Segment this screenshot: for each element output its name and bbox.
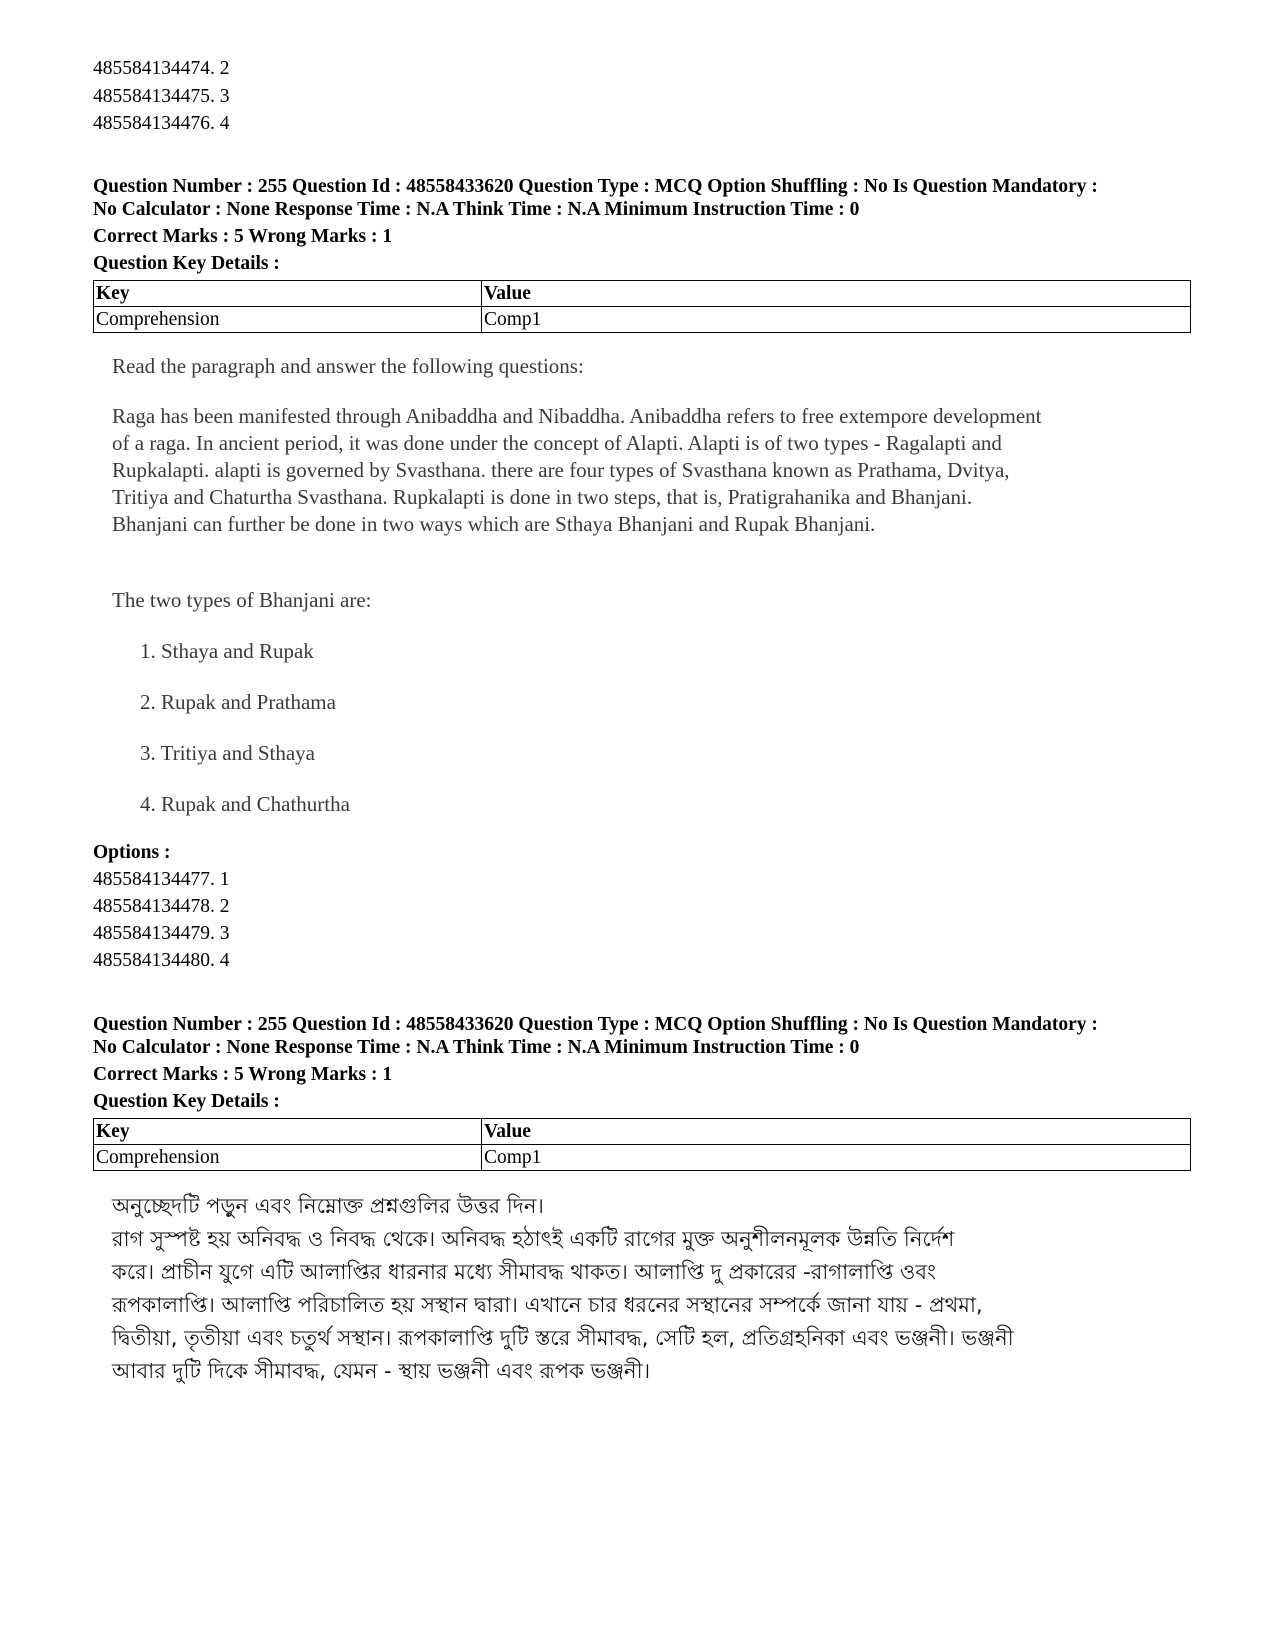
bengali-line: দ্বিতীয়া, তৃতীয়া এবং চতুর্থ সস্থান। রূপকালাপ্তি দুটি স্তরে সীমাবদ্ধ, সেটি হল, প্রতিগ্রহনিকা এবং ভঞ্জনী। ভঞ্জনী [112,1326,1014,1350]
option-item: 485584134480. 4 [93,950,230,971]
table-cell-key: Comprehension [94,1145,482,1171]
passage-line: of a raga. In ancient period, it was done under the concept of Alapti. Alapti is of two types - Ragalapti and [112,431,1002,455]
key-details-table [93,1118,1191,1171]
key-details-label: Question Key Details : [93,1091,280,1112]
options-label: Options : [93,842,171,863]
choice-item: 1. Sthaya and Rupak [140,639,314,663]
table-row [94,307,1191,333]
table-cell-key: Comprehension [94,307,482,333]
key-details-table [93,280,1191,333]
option-item: 485584134475. 3 [93,86,230,107]
instruction-text: Read the paragraph and answer the following questions: [112,354,584,378]
passage-line: Rupkalapti. alapti is governed by Svasthana. there are four types of Svasthana known as Prathama, Dvitya, [112,458,1010,482]
option-item: 485584134477. 1 [93,869,230,890]
passage-paragraph [112,403,1167,538]
question-meta-line: No Calculator : None Response Time : N.A Think Time : N.A Minimum Instruction Time : 0 [93,199,860,220]
table-header-value: Value [482,1119,1191,1145]
table-header-key: Key [94,1119,482,1145]
question-meta-line: No Calculator : None Response Time : N.A Think Time : N.A Minimum Instruction Time : 0 [93,1037,860,1058]
bengali-line: রূপকালাপ্তি। আলাপ্তি পরিচালিত হয় সস্থান দ্বারা। এখানে চার ধরনের সস্থানের সম্পর্কে জানা যায় - প্রথমা, [112,1293,983,1317]
passage-line: Bhanjani can further be done in two ways which are Sthaya Bhanjani and Rupak Bhanjani. [112,512,876,536]
bengali-line: আবার দুটি দিকে সীমাবদ্ধ, যেমন - স্থায় ভঞ্জনী এবং রূপক ভঞ্জনী। [112,1359,651,1383]
table-header-value: Value [482,281,1191,307]
option-item: 485584134479. 3 [93,923,230,944]
key-details-label: Question Key Details : [93,253,280,274]
marks-line: Correct Marks : 5 Wrong Marks : 1 [93,1064,393,1085]
option-item: 485584134476. 4 [93,113,230,134]
question-image-english [112,354,1172,824]
choice-item: 2. Rupak and Prathama [140,690,336,714]
bengali-line: অনুচ্ছেদটি পড়ুন এবং নিম্নোক্ত প্রশ্নগুলির উত্তর দিন। [112,1194,544,1218]
option-item: 485584134474. 2 [93,58,230,79]
table-cell-value: Comp1 [482,1145,1191,1171]
table-row [94,1145,1191,1171]
option-item: 485584134478. 2 [93,896,230,917]
table-cell-value: Comp1 [482,307,1191,333]
passage-line: Tritiya and Chaturtha Svasthana. Rupkalapti is done in two steps, that is, Pratigrahanika and Bhanjani. [112,485,973,509]
table-header-key: Key [94,281,482,307]
question-meta-line: Question Number : 255 Question Id : 48558433620 Question Type : MCQ Option Shuffling : No Is Question Mandatory : [93,176,1098,197]
bengali-line: রাগ সুস্পষ্ট হয় অনিবদ্ধ ও নিবদ্ধ থেকে। অনিবদ্ধ হঠাৎই একটি রাগের মুক্ত অনুশীলনমূলক উন্নতি নির্দেশ [112,1227,955,1251]
passage-line: Raga has been manifested through Anibaddha and Nibaddha. Anibaddha refers to free extempore development [112,404,1042,428]
table-header-row [94,281,1191,307]
table-header-row [94,1119,1191,1145]
choice-item: 4. Rupak and Chathurtha [140,792,350,816]
question-text: The two types of Bhanjani are: [112,588,372,612]
choice-item: 3. Tritiya and Sthaya [140,741,316,765]
marks-line: Correct Marks : 5 Wrong Marks : 1 [93,226,393,247]
question-image-bengali [112,1190,1172,1388]
question-meta-line: Question Number : 255 Question Id : 48558433620 Question Type : MCQ Option Shuffling : No Is Question Mandatory : [93,1014,1098,1035]
bengali-line: করে। প্রাচীন যুগে এটি আলাপ্তির ধারনার মধ্যে সীমাবদ্ধ থাকত। আলাপ্তি দু প্রকারের -রাগালাপ্তি ওবং [112,1260,937,1284]
